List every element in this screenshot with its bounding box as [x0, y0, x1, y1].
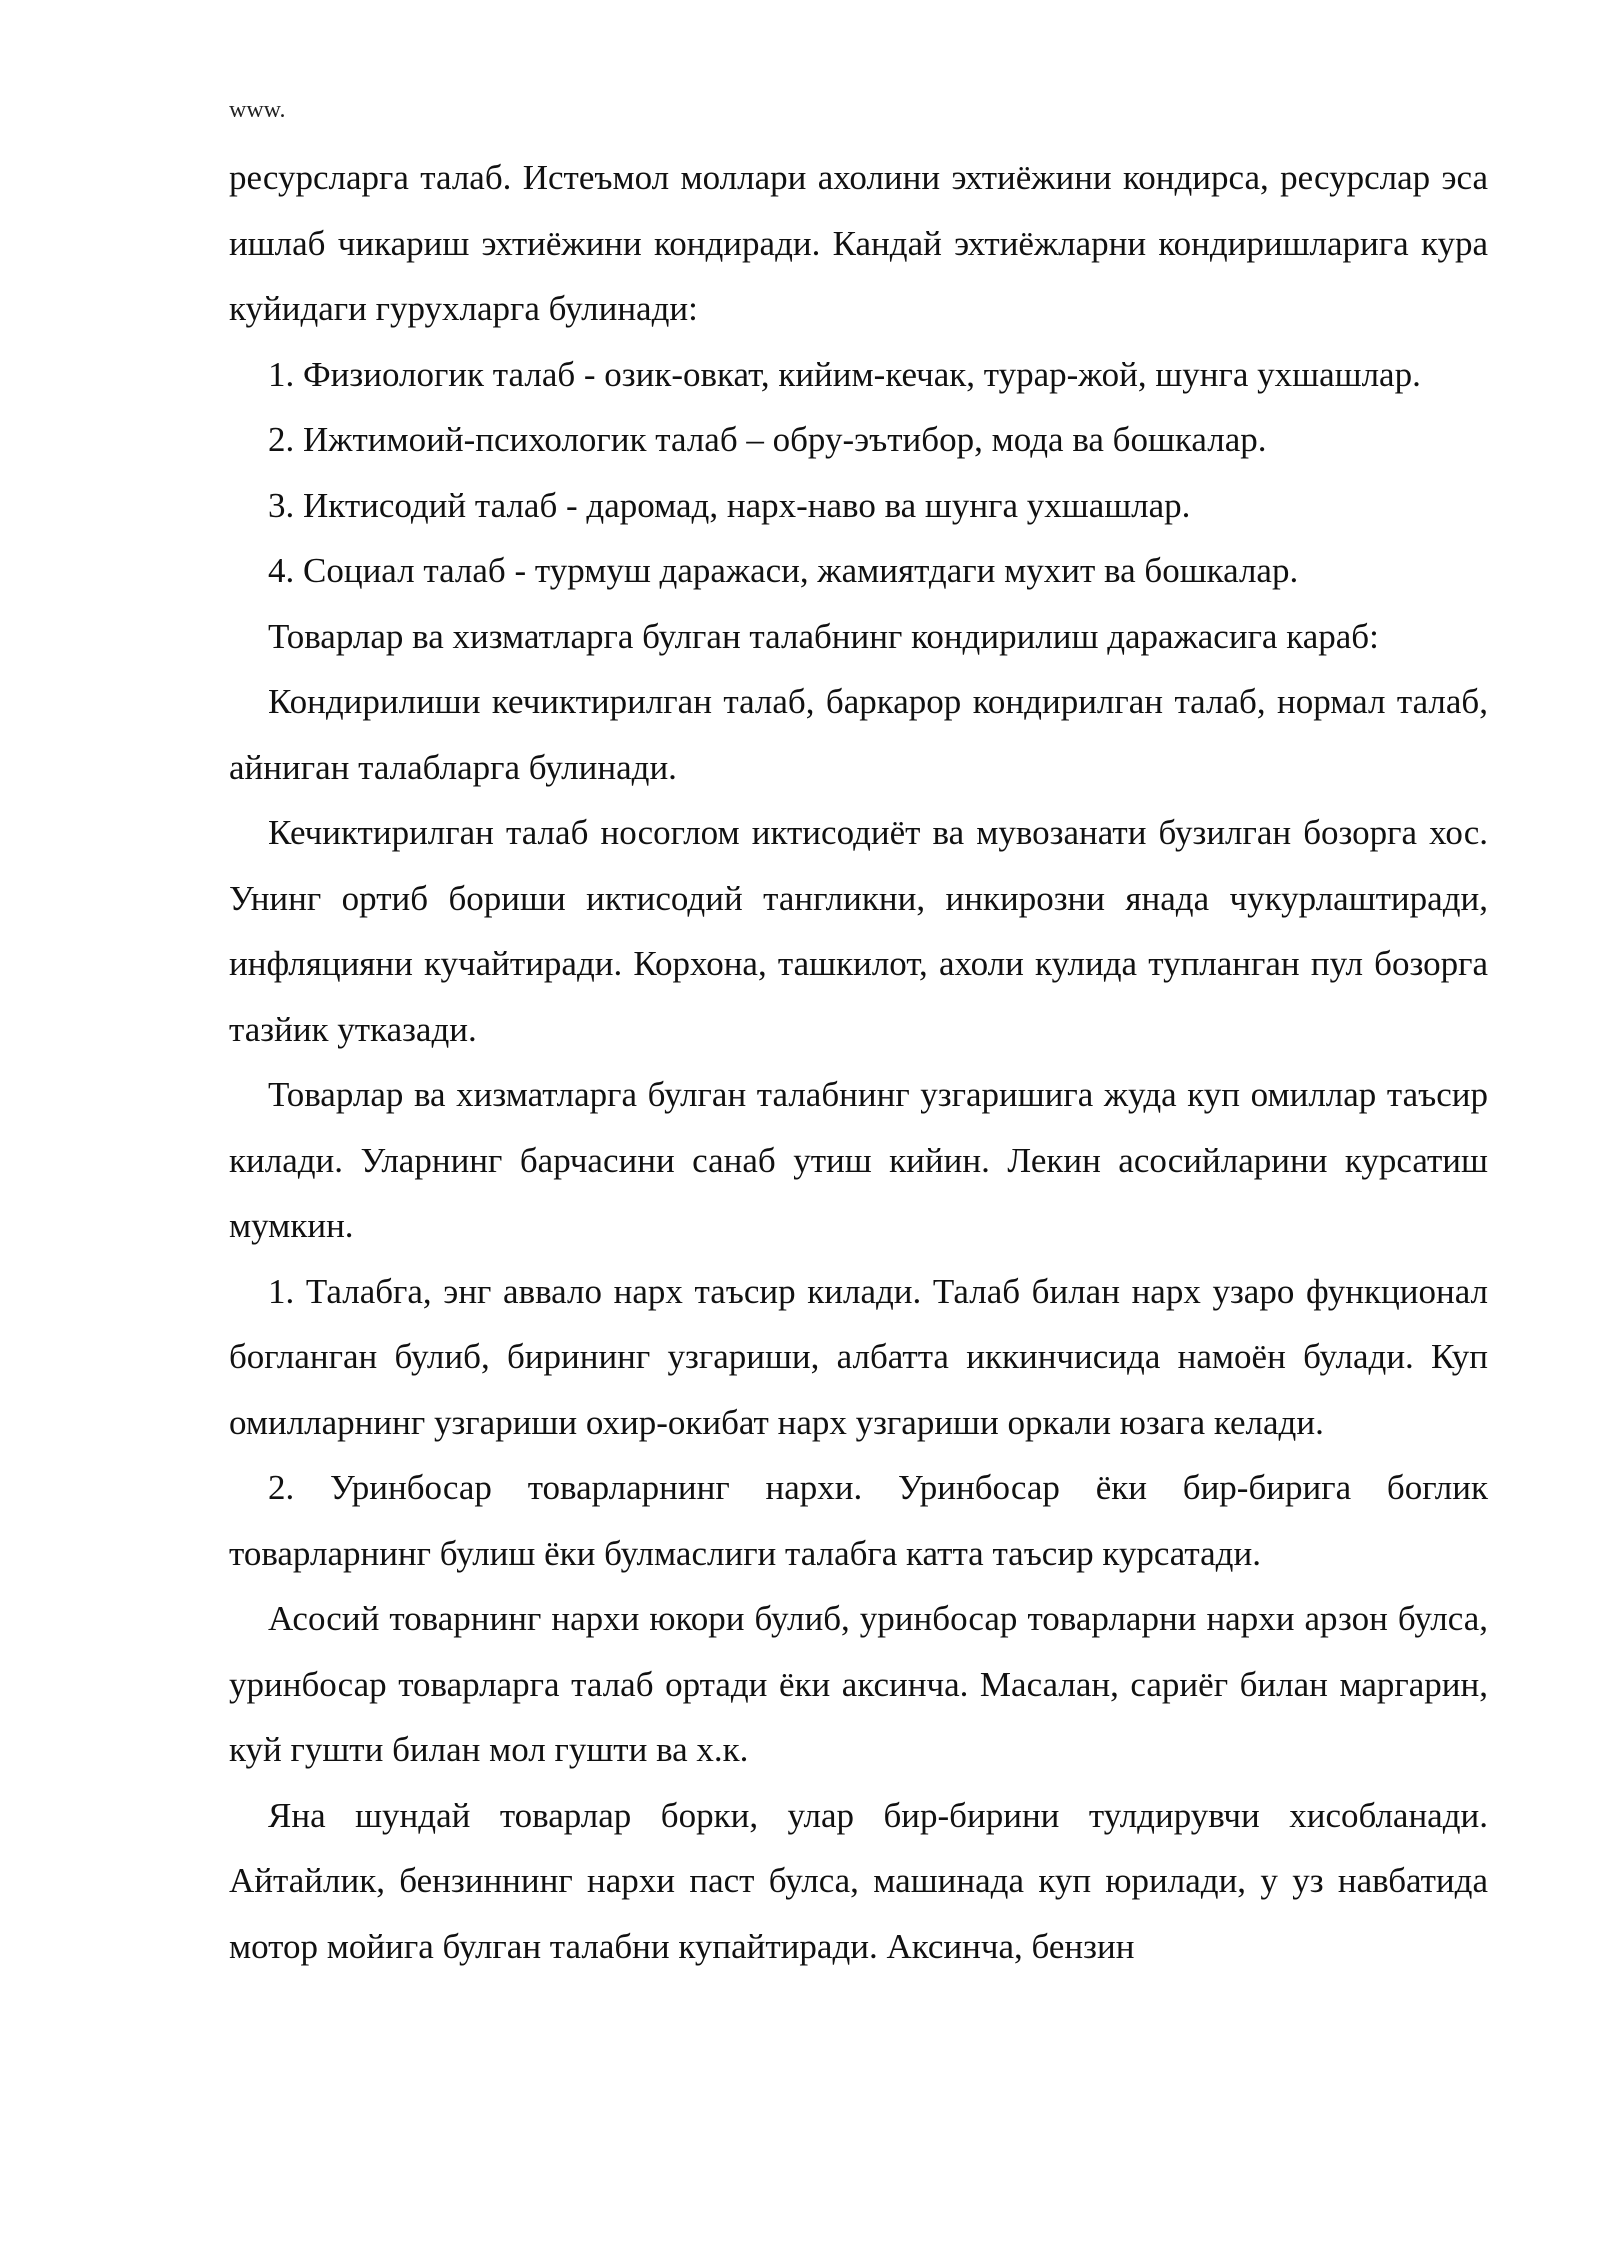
list-item: 4. Социал талаб - турмуш даражаси, жамиятдаги мухит ва бошкалар. [268, 551, 1299, 590]
paragraph: Кечиктирилган талаб носоглом иктисодиёт ва мувозанати бузилган бозорга хос. Унинг ортиб бориши иктисодий тангликни, инкирозни янада чукурлаштиради, инфляцияни кучайтиради. Корхона, ташкилот, ахоли кулида тупланган пул бозорга тазйик утказади. [229, 813, 1488, 1049]
list-item: 1. Физиологик талаб - озик-овкат, кийим-кечак, турар-жой, шунга ухшашлар. [268, 354, 1421, 394]
paragraph: Асосий товарнинг нархи юкори булиб, уринбосар товарларни нархи арзон булса, уринбосар товарларга талаб ортади ёки аксинча. Масалан, сариёг билан маргарин, куй гушти билан мол гушти ва х.к. [229, 1599, 1488, 1769]
paragraph: Товарлар ва хизматларга булган талабнинг узгаришига жуда куп омиллар таъсир килади. Уларнинг барчасини санаб утиш кийин. Лекин асосийларини курсатиш мумкин. [229, 1075, 1488, 1245]
paragraph: Кондирилиши кечиктирилган талаб, баркарор кондирилган талаб, нормал талаб, айниган талабларга булинади. [229, 682, 1488, 787]
list-item: 3. Иктисодий талаб - даромад, нарх-наво ва шунга ухшашлар. [268, 485, 1191, 525]
page-header: www. [229, 97, 286, 123]
document-body [229, 145, 1488, 1979]
list-item: 2. Ижтимоий-психологик талаб – обру-эътибор, мода ва бошкалар. [268, 420, 1267, 459]
list-item: 2. Уринбосар товарларнинг нархи. Уринбосар ёки бир-бирига боглик товарларнинг булиш ёки булмаслиги талабга катта таъсир курсатади. [229, 1468, 1488, 1573]
paragraph: Товарлар ва хизматларга булган талабнинг кондирилиш даражасига караб: [268, 616, 1379, 656]
paragraph: Яна шундай товарлар борки, улар бир-бирини тулдирувчи хисобланади. Айтайлик, бензиннинг нархи паст булса, машинада куп юрилади, у уз навбатида мотор мойига булган талабни купайтиради. Аксинча, бензин [229, 1795, 1488, 1966]
list-item: 1. Талабга, энг аввало нарх таъсир килади. Талаб билан нарх узаро функционал богланган булиб, бирининг узгариши, албатта иккинчисида намоён булади. Куп омилларнинг узгариши охир-окибат нарх узгариши оркали юзага келади. [229, 1271, 1488, 1442]
paragraph: ресурсларга талаб. Истеъмол моллари ахолини эхтиёжини кондирса, ресурслар эса ишлаб чикариш эхтиёжини кондиради. Кандай эхтиёжларни кондиришларига кура куйидаги гурухларга булинади: [229, 158, 1488, 328]
